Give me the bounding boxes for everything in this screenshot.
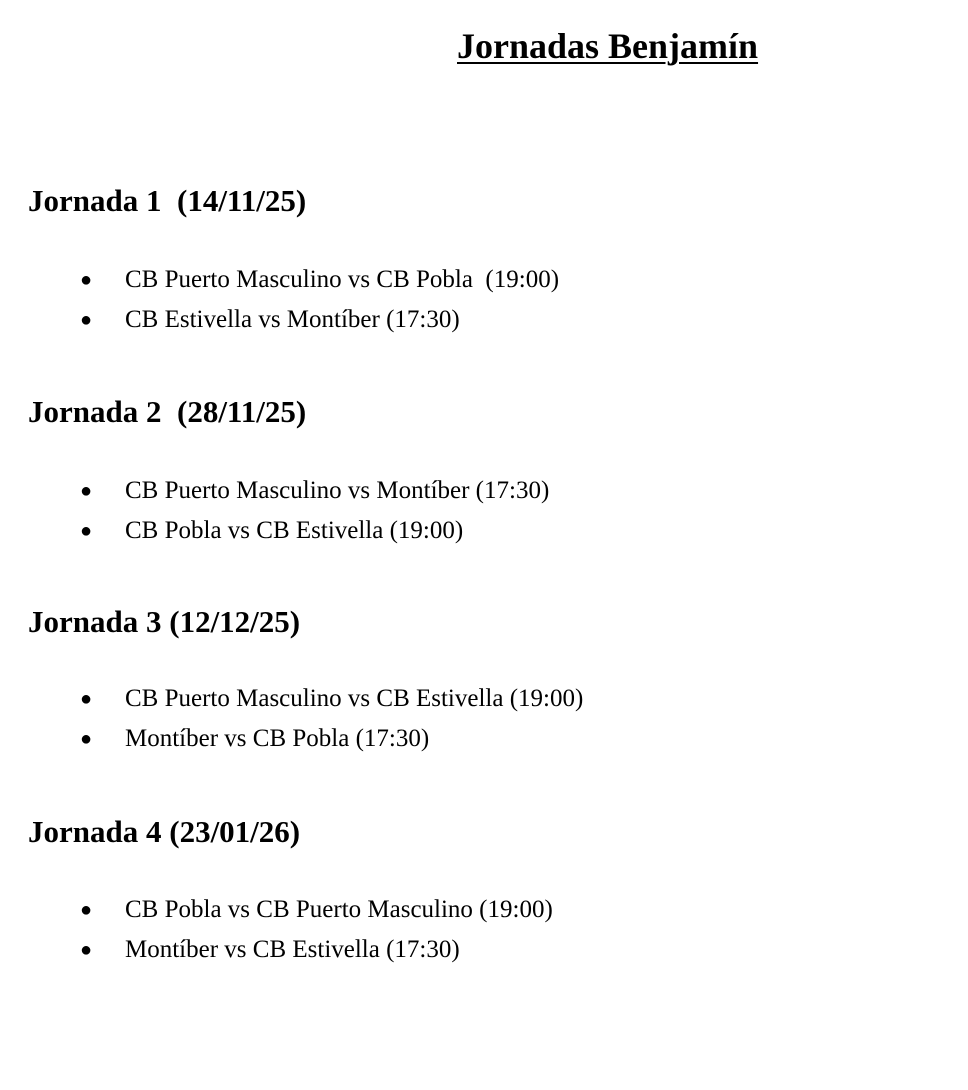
match-text: CB Estivella vs Montíber (17:30) <box>125 306 460 333</box>
bullet-icon: ● <box>80 309 93 331</box>
match-text: CB Pobla vs CB Estivella (19:00) <box>125 517 464 544</box>
match-text: CB Puerto Masculino vs CB Pobla (19:00) <box>125 266 560 293</box>
list-item <box>28 300 928 340</box>
list-item <box>28 511 928 551</box>
match-text: CB Puerto Masculino vs Montíber (17:30) <box>125 477 550 504</box>
list-item <box>28 260 928 300</box>
match-text: Montíber vs CB Pobla (17:30) <box>125 725 430 752</box>
round-section-1 <box>28 182 928 340</box>
bullet-icon: ● <box>80 480 93 502</box>
round-section-3 <box>28 603 928 759</box>
match-list <box>28 890 928 970</box>
bullet-icon: ● <box>80 688 93 710</box>
match-text: CB Pobla vs CB Puerto Masculino (19:00) <box>125 896 553 923</box>
bullet-icon: ● <box>80 939 93 961</box>
round-heading: Jornada 1 (14/11/25) <box>28 183 307 218</box>
bullet-icon: ● <box>80 520 93 542</box>
match-list <box>28 260 928 340</box>
round-section-4 <box>28 813 928 970</box>
bullet-icon: ● <box>80 728 93 750</box>
match-list <box>28 679 928 759</box>
round-heading: Jornada 2 (28/11/25) <box>28 394 307 429</box>
round-section-2 <box>28 393 928 551</box>
list-item <box>28 679 928 719</box>
bullet-icon: ● <box>80 269 93 291</box>
list-item <box>28 930 928 970</box>
list-item <box>28 471 928 511</box>
match-text: Montíber vs CB Estivella (17:30) <box>125 936 460 963</box>
bullet-icon: ● <box>80 899 93 921</box>
page-title: Jornadas Benjamín <box>457 26 759 66</box>
list-item <box>28 890 928 930</box>
round-heading: Jornada 4 (23/01/26) <box>28 814 301 849</box>
match-list <box>28 471 928 551</box>
round-heading: Jornada 3 (12/12/25) <box>28 604 301 639</box>
match-text: CB Puerto Masculino vs CB Estivella (19:00) <box>125 685 584 712</box>
list-item <box>28 719 928 759</box>
